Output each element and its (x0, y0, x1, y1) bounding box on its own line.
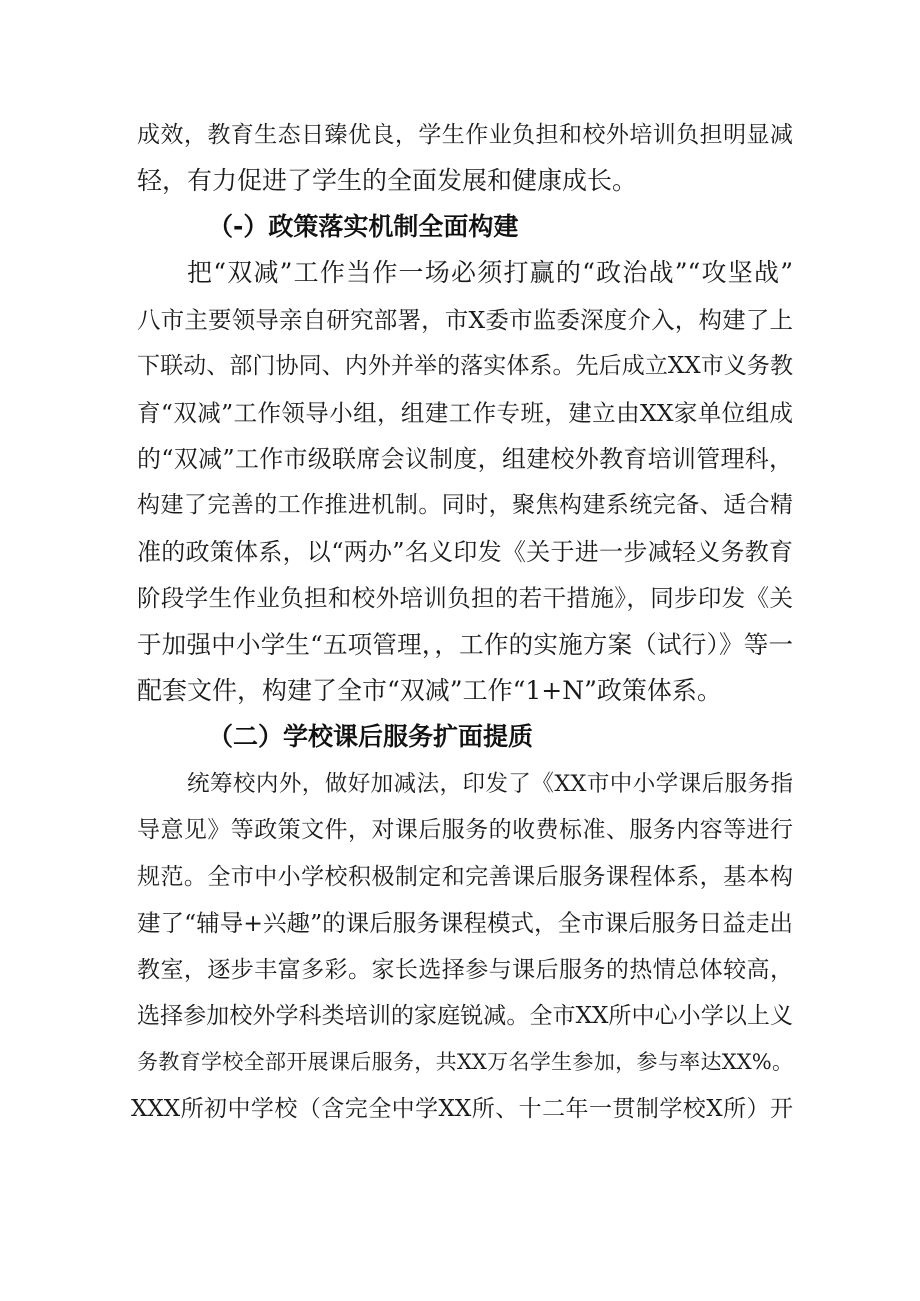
paragraph-line: 育“双减”工作领导小组，组建工作专班，建立由XX家单位组成 (137, 399, 793, 427)
paragraph-line: 务教育学校全部开展课后服务，共XX万名学生参加，参与率达XX%。 (137, 1050, 793, 1074)
paragraph-line: 下联动、部门协同、内外并举的落实体系。先后成立XX市义务教 (137, 353, 793, 379)
paragraph-line: XXX所初中学校（含完全中学XX所、十二年一贯制学校X所）开 (131, 1096, 793, 1122)
paragraph-line: 构建了完善的工作推进机制。同时，聚焦构建系统完备、适合精 (137, 492, 793, 518)
paragraph-line: 把“双减”工作当作一场必须打赢的“政治战”“攻坚战” (187, 258, 793, 287)
paragraph-line: 规范。全市中小学校积极制定和完善课后服务课程体系，基本构 (137, 864, 793, 890)
paragraph-line: 选择参加校外学科类培训的家庭锐减。全市XX所中心小学以上义 (137, 1003, 793, 1029)
paragraph-line: 配套文件，构建了全市“双减”工作“1+N”政策体系。 (137, 676, 722, 705)
section-heading-2: （二）学校课后服务扩面提质 (208, 722, 534, 751)
paragraph-line: 的“双减”工作市级联席会议制度，组建校外教育培训管理科， (137, 445, 793, 473)
paragraph-line: 准的政策体系，以“两办”名义印发《关于进一步减轻义务教育 (137, 538, 793, 566)
paragraph-line: 阶段学生作业负担和校外培训负担的若干措施》，同步印发《关 (137, 584, 793, 612)
paragraph-line: 八市主要领导亲自研究部署，市X委市监委深度介入，构建了上 (137, 306, 793, 334)
paragraph-line: 成效，教育生态日臻优良，学生作业负担和校外培训负担明显减 (137, 122, 793, 148)
paragraph-line: 轻，有力促进了学生的全面发展和健康成长。 (137, 166, 638, 195)
section-heading-1: （-）政策落实机制全面构建 (208, 212, 519, 241)
paragraph-line: 于加强中小学生“五项管理，，工作的实施方案（试行）》等一 (137, 630, 793, 659)
paragraph-line: 统筹校内外，做好加减法，印发了《XX市中小学课后服务指 (187, 771, 793, 797)
paragraph-line: 教室，逐步丰富多彩。家长选择参与课后服务的热情总体较高， (137, 957, 793, 983)
paragraph-line: 导意见》等政策文件，对课后服务的收费标准、服务内容等进行 (137, 817, 793, 843)
paragraph-line: 建了“辅导+兴趣”的课后服务课程模式，全市课后服务日益走出 (137, 909, 793, 937)
